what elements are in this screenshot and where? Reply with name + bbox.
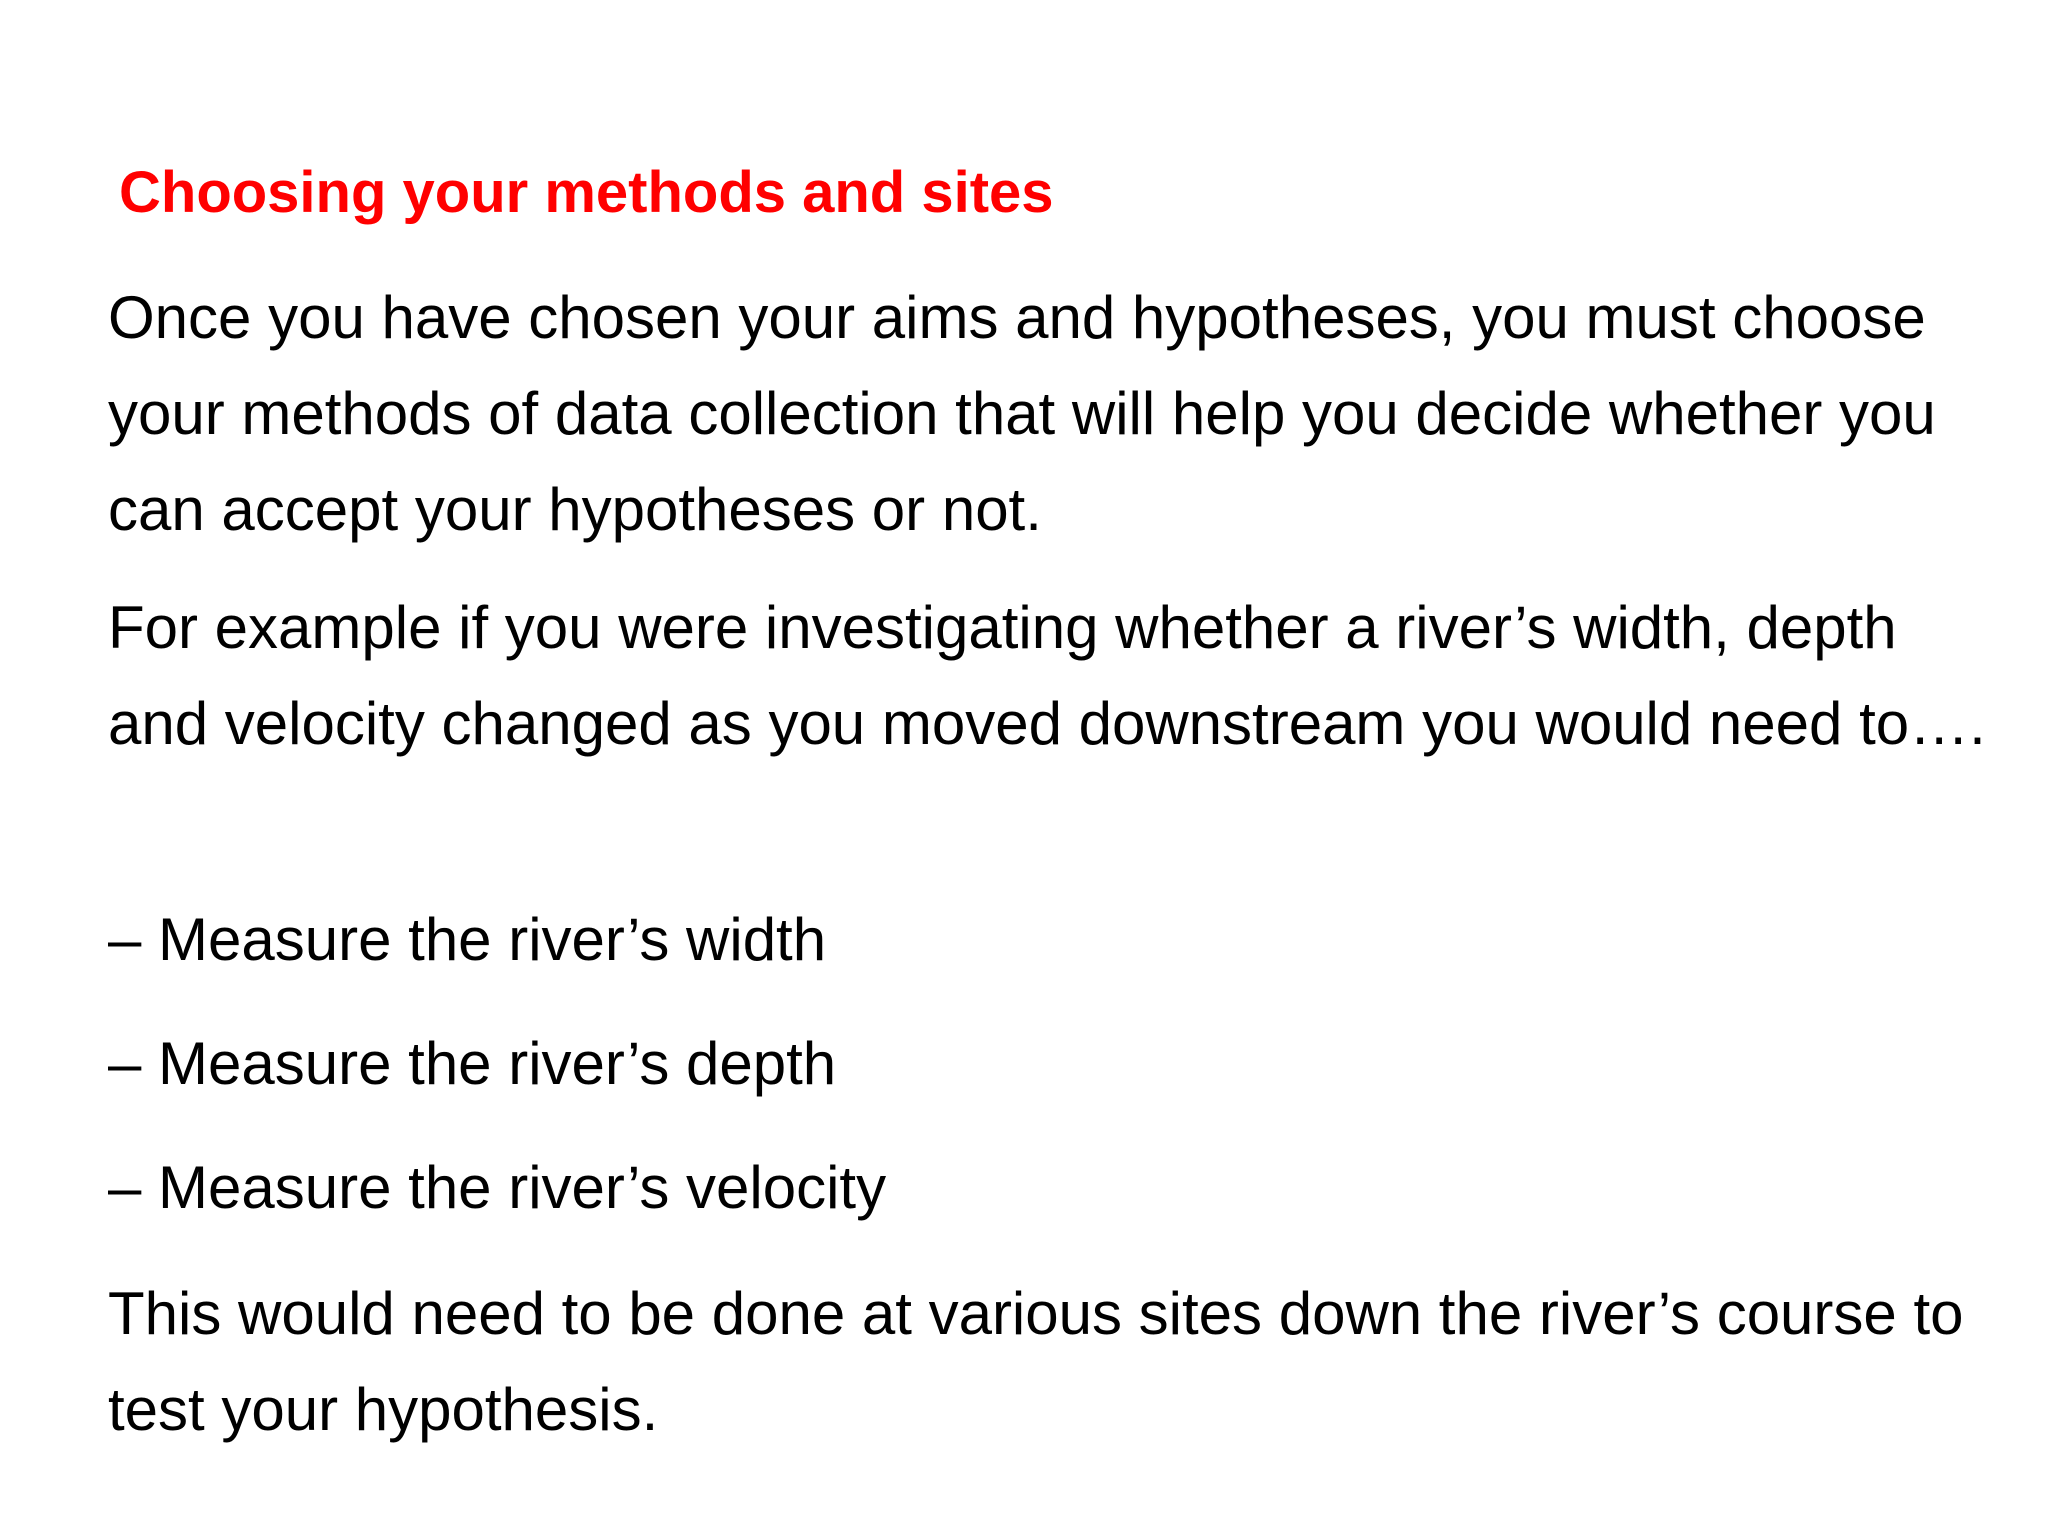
slide-title: Choosing your methods and sites [119, 160, 1054, 225]
list-item-depth: – Measure the river’s depth [108, 1030, 837, 1097]
list-item-width: – Measure the river’s width [108, 906, 827, 973]
paragraph-intro: Once you have chosen your aims and hypotheses, you must choose your methods of data collection that will help you decide whether you can accept your hypotheses or not. [108, 284, 1936, 543]
paragraph-conclusion: This would need to be done at various sites down the river’s course to test your hypothesis. [108, 1280, 1964, 1443]
paragraph-example: For example if you were investigating whether a river’s width, depth and velocity changed as you moved downstream you would need to…. [108, 594, 1986, 757]
list-item-velocity: – Measure the river’s velocity [108, 1154, 887, 1221]
